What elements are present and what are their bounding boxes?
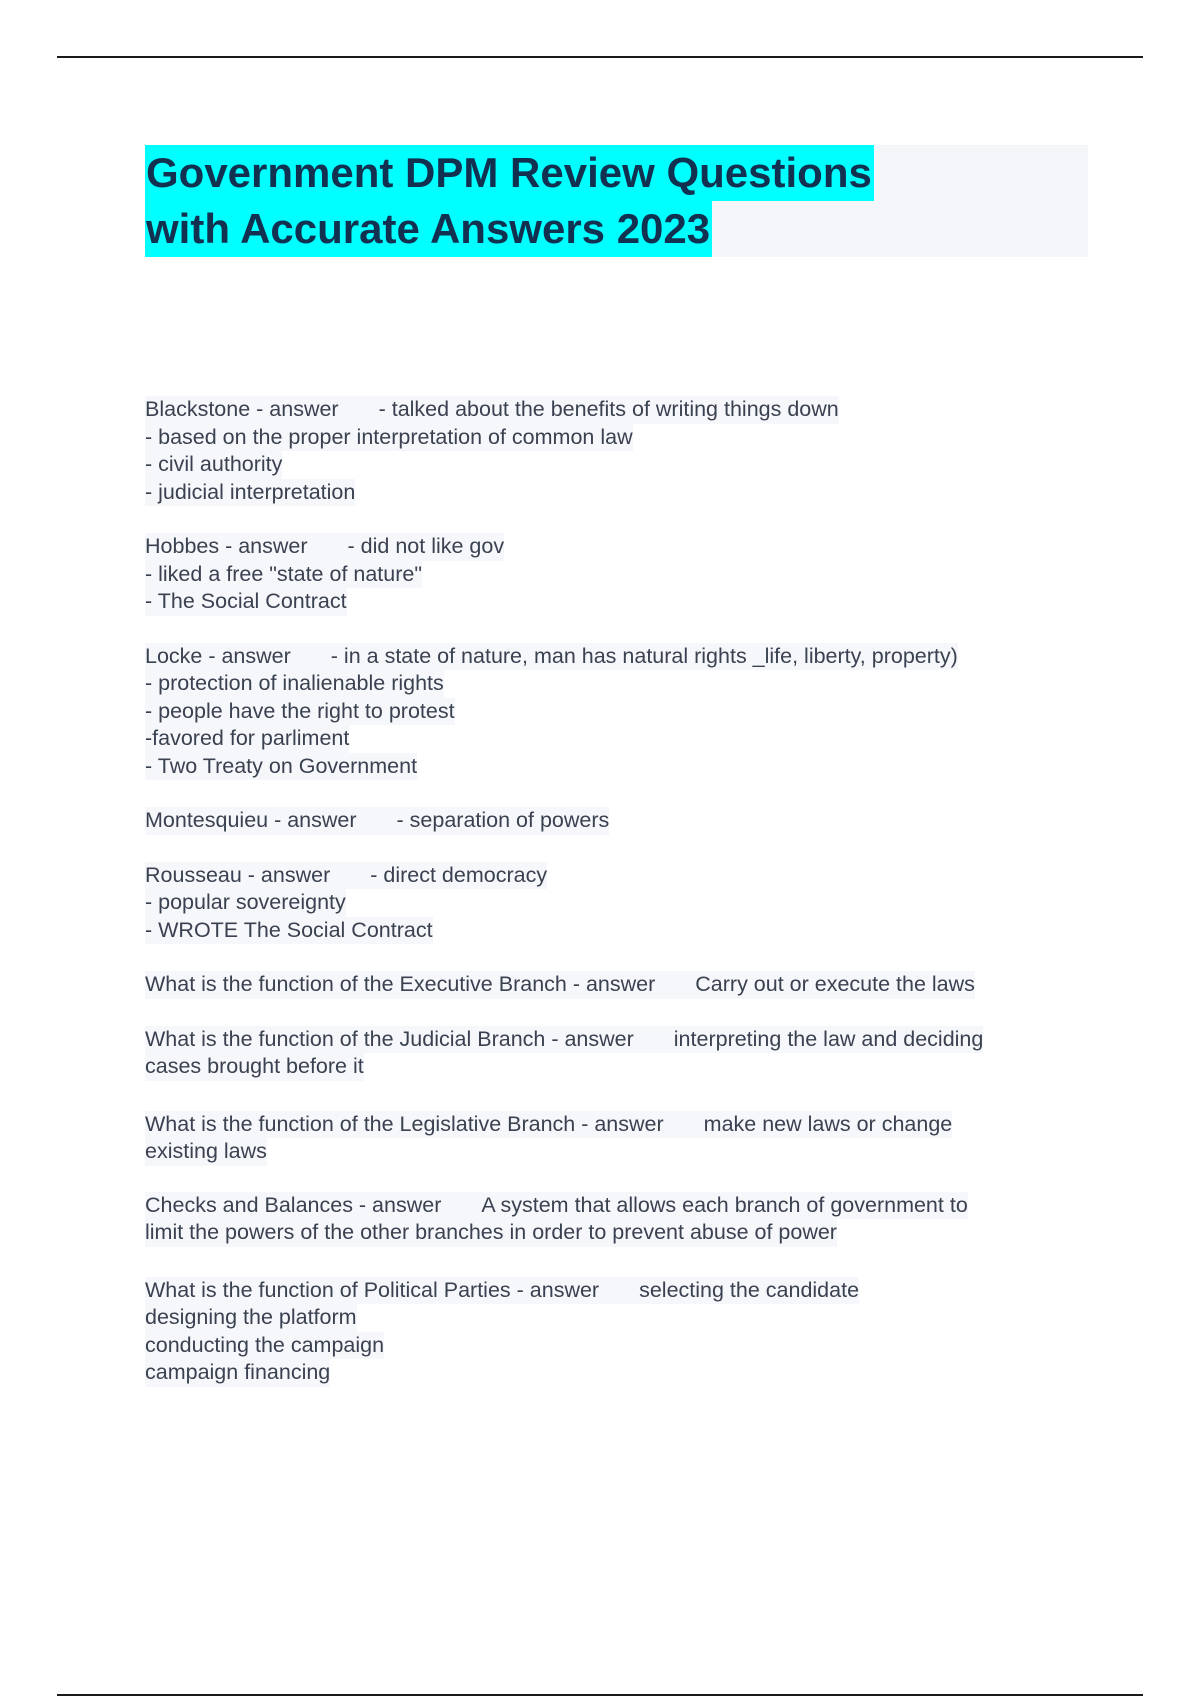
entry-line: campaign financing <box>145 1359 330 1387</box>
title-line-2: with Accurate Answers 2023 <box>145 201 712 257</box>
top-rule <box>57 56 1143 58</box>
qa-entry-montesquieu <box>145 807 1095 835</box>
entry-line: cases brought before it <box>145 1053 364 1081</box>
qa-entry-political-parties <box>145 1277 1095 1387</box>
entry-line: - based on the proper interpretation of common law <box>145 424 633 452</box>
entry-term: Locke - answer <box>145 643 291 668</box>
entry-answer: - separation of powers <box>396 808 610 832</box>
entry-term: What is the function of the Legislative Branch - answer <box>145 1111 664 1136</box>
entry-first-line <box>145 1026 983 1054</box>
entry-answer: - in a state of nature, man has natural rights _life, liberty, property) <box>330 643 958 668</box>
entry-answer: interpreting the law and deciding <box>673 1026 984 1051</box>
entry-line: existing laws <box>145 1138 267 1166</box>
qa-entry-rousseau <box>145 862 1095 945</box>
entry-first-line <box>145 533 504 561</box>
entry-first-line <box>145 862 547 890</box>
entry-line: - protection of inalienable rights <box>145 670 444 698</box>
entry-line: - liked a free "state of nature" <box>145 561 422 589</box>
qa-list <box>145 396 1095 1387</box>
document-title <box>145 145 1088 257</box>
entry-line: - civil authority <box>145 451 282 479</box>
entry-answer: A system that allows each branch of government to <box>481 1192 968 1217</box>
entry-answer: make new laws or change <box>703 1111 953 1136</box>
qa-entry-judicial-branch <box>145 1026 1095 1081</box>
entry-line: designing the platform <box>145 1304 357 1332</box>
entry-first-line <box>145 396 839 424</box>
entry-answer: - did not like gov <box>347 534 505 558</box>
entry-first-line <box>145 971 975 999</box>
bottom-rule <box>57 1694 1143 1696</box>
entry-line: - WROTE The Social Contract <box>145 917 433 945</box>
qa-entry-legislative-branch <box>145 1111 1095 1166</box>
entry-line: limit the powers of the other branches in order to prevent abuse of power <box>145 1219 837 1247</box>
entry-answer: selecting the candidate <box>639 1277 860 1302</box>
entry-term: Hobbes - answer <box>145 534 308 558</box>
qa-entry-checks-and-balances <box>145 1192 1095 1247</box>
entry-term: What is the function of the Executive Branch - answer <box>145 972 656 996</box>
entry-answer: Carry out or execute the laws <box>695 972 975 996</box>
qa-entry-blackstone <box>145 396 1095 506</box>
entry-term: Blackstone - answer <box>145 397 339 421</box>
entry-first-line <box>145 807 609 835</box>
qa-entry-hobbes <box>145 533 1095 616</box>
entry-first-line <box>145 1111 952 1139</box>
entry-line: - people have the right to protest <box>145 698 455 726</box>
entry-first-line <box>145 643 958 671</box>
entry-line: -favored for parliment <box>145 725 349 753</box>
entry-line: - judicial interpretation <box>145 479 355 507</box>
entry-line: - Two Treaty on Government <box>145 753 417 781</box>
entry-line: - popular sovereignty <box>145 889 346 917</box>
entry-term: Checks and Balances - answer <box>145 1192 442 1217</box>
entry-answer: - direct democracy <box>370 862 548 887</box>
entry-term: What is the function of the Judicial Branch - answer <box>145 1026 634 1051</box>
qa-entry-executive-branch <box>145 971 1095 999</box>
entry-term: What is the function of Political Parties - answer <box>145 1277 600 1302</box>
qa-entry-locke <box>145 643 1095 781</box>
entry-first-line <box>145 1192 968 1220</box>
entry-answer: - talked about the benefits of writing things down <box>378 397 839 421</box>
entry-first-line <box>145 1277 859 1305</box>
entry-term: Rousseau - answer <box>145 862 331 887</box>
entry-term: Montesquieu - answer <box>145 808 357 832</box>
title-line-1: Government DPM Review Questions <box>145 145 874 201</box>
title-block <box>145 145 1088 257</box>
entry-line: conducting the campaign <box>145 1332 384 1360</box>
entry-line: - The Social Contract <box>145 588 347 616</box>
